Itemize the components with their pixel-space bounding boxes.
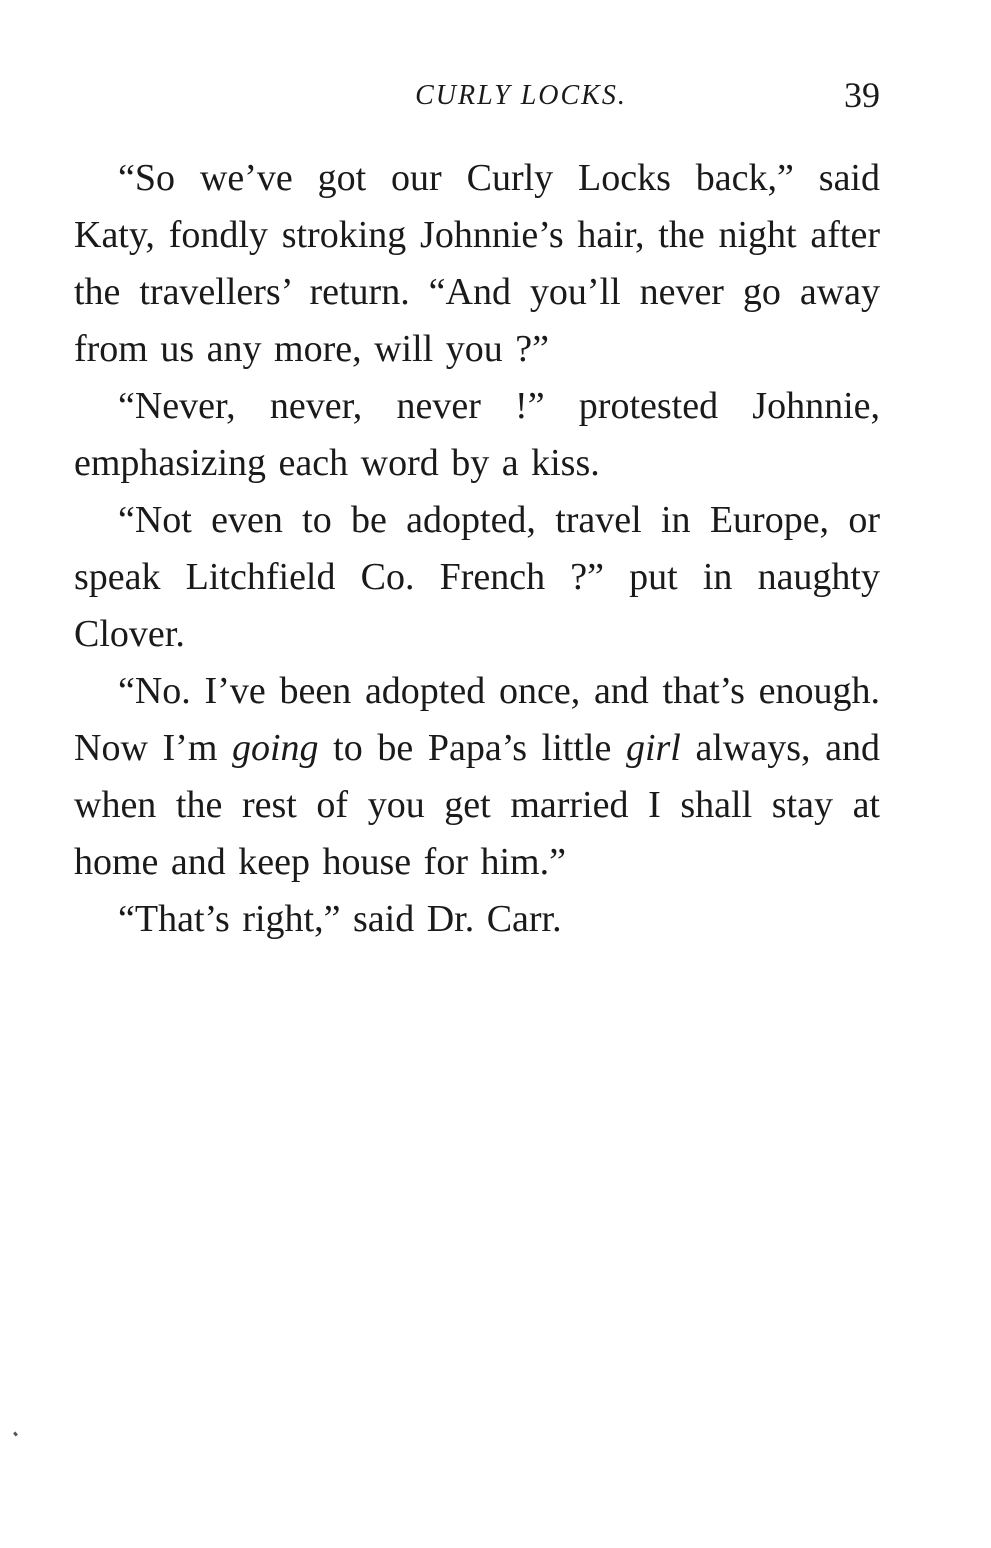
- emphasis-girl: girl: [625, 727, 681, 769]
- running-title: CURLY LOCKS.: [415, 80, 627, 111]
- scan-speck: [13, 1432, 18, 1437]
- paragraph-2: “Never, never, never !” protested Johnnie, emphasizing each word by a kiss.: [74, 385, 880, 484]
- paragraph-4-text: always, and when the rest of you get married I shall stay at home and keep house for him.”: [74, 727, 880, 883]
- emphasis-going: going: [232, 727, 319, 769]
- paragraph-1: “So we’ve got our Curly Locks back,” said Katy, fondly stroking Johnnie’s hair, the night after the travellers’ return. “And you’ll never go away from us any more, will you ?”: [74, 157, 880, 370]
- paragraph-4-text: to be Papa’s little: [318, 727, 626, 769]
- body-text: [74, 150, 880, 948]
- paragraph-5: “That’s right,” said Dr. Carr.: [118, 898, 562, 940]
- paragraph-4: [74, 663, 880, 891]
- page-number: 39: [844, 75, 880, 115]
- paragraph-4-text: “No. I’ve been adopted once, and that’s enough. Now I’m: [74, 670, 880, 769]
- paragraph-3: “Not even to be adopted, travel in Europe, or speak Litchfield Co. French ?” put in naughty Clover.: [74, 499, 880, 655]
- running-head: [74, 74, 880, 124]
